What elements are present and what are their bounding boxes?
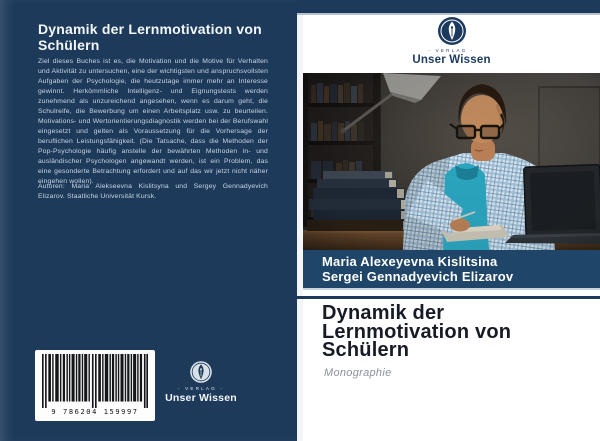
cover-photo bbox=[303, 73, 600, 250]
cover-photo-illustration bbox=[303, 73, 600, 250]
publisher-logo-back bbox=[158, 360, 244, 404]
authors-line-2: Staatliche Universität Kursk. bbox=[66, 193, 157, 200]
publisher-logo-front bbox=[303, 16, 600, 72]
back-cover-title: Dynamik der Lernmotivation von Schülern bbox=[38, 21, 262, 53]
back-cover-description: Ziel dieses Buches ist es, die Motivation und die Motive für Verhalten und Aktivität zu untersuchen, eine der wichtigsten und anspruchsvollsten Aufgaben der Psychologie, die heutzutage immer mehr an Interesse gewinnt. Herkömmliche Intelligenz- und Eignungstests werden zunehmend als unzureichend angesehen, wenn es darum geht, die Schulreife, die Bewerbung um einen Arbeitsplatz usw. zu beurteilen. Motivations- und Wertorientierungsdiagnostik werden bei der Berufswahl eingesetzt und gelten als Voraussetzung für die Vorhersage der beruflichen Leistungsfähigkeit. (Die Tatsache, dass die Methoden der Pop-Psychologie häufig anstelle der bewährten Methoden in- und ausländischer Psychologen angewandt werden, ist ein Problem, das eine gesonderte Betrachtung erfordert und auf das wir jetzt nicht näher eingehen wollen). bbox=[38, 58, 268, 185]
authors-line-1: Autoren: Maria Alekseevna Kislitsyna und Sergey Gennadyevich Elizarov. bbox=[38, 183, 268, 200]
barcode-digits: 9 786204 159997 bbox=[51, 408, 139, 416]
front-cover-panel bbox=[303, 0, 600, 441]
front-author-2: Sergei Gennadyevich Elizarov bbox=[322, 268, 514, 284]
title-divider-rule bbox=[297, 296, 600, 299]
back-cover-panel bbox=[0, 0, 297, 441]
publisher-verlag-label: - VERLAG - bbox=[177, 386, 225, 391]
publisher-name: Unser Wissen bbox=[165, 391, 237, 404]
front-author-bar bbox=[303, 250, 600, 290]
front-cover-subtitle: Monographie bbox=[324, 367, 392, 379]
back-cover-authors bbox=[38, 182, 268, 202]
front-cover-title: Dynamik der Lernmotivation von Schülern bbox=[322, 302, 512, 361]
top-navy-strip bbox=[297, 0, 600, 15]
barcode-bars-icon bbox=[42, 354, 148, 408]
publisher-name: Unser Wissen bbox=[412, 53, 491, 66]
front-author-1: Maria Alexeyevna Kislitsina bbox=[322, 254, 498, 269]
barcode bbox=[35, 350, 155, 421]
pen-nib-emblem-icon bbox=[189, 360, 213, 384]
pen-nib-emblem-icon bbox=[437, 16, 467, 46]
publisher-verlag-label: - VERLAG - bbox=[428, 48, 475, 53]
